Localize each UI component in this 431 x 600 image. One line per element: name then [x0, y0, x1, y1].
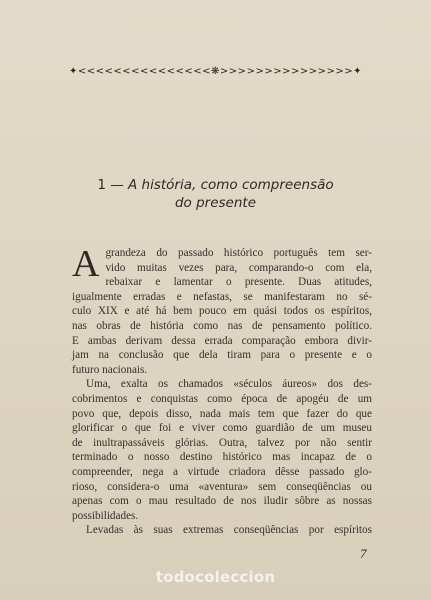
paragraph-2-line: de inultrapassáveis glórias. Outra, talvez por não sentir [72, 436, 372, 449]
paragraph-2-line: compreender, nega a virtude criadora dêsse passado glo- [72, 465, 372, 478]
heading-number: 1 — [97, 177, 128, 193]
paragraph-2-line: povo que, depois disso, nada mais tem que fazer do que [72, 407, 372, 420]
page-number: 7 [360, 546, 367, 561]
paragraph-1-line: vido muitas vezes para, comparando-o com ela, [105, 261, 372, 274]
chapter-heading [40, 176, 391, 212]
paragraph-1-line: futuro nacionais. [72, 363, 148, 376]
paragraph-2-line: terminado o nosso destino histórico mas incapaz de o [72, 451, 372, 464]
paragraph-3 [72, 523, 372, 538]
paragraph-2-line: cobrimentos e conquistas como época de apogéu de um [72, 392, 372, 405]
heading-line-1 [40, 176, 391, 194]
paragraph-3-line: Levadas às suas extremas conseqüências por espíritos [86, 524, 372, 537]
paragraph-2-line: possibilidades. [72, 509, 139, 522]
paragraph-1-line: culo XIX e até há bem pouco em quási todos os espíritos, [72, 305, 372, 318]
paragraph-2-line: rioso, considera-o uma «aventura» sem conseqüências ou [72, 480, 372, 493]
heading-title-part-1: A história, como compreensão [128, 177, 334, 193]
paragraph-1-line: jam na conclusão que dela tiram para o presente e o [72, 349, 372, 362]
heading-line-2 [40, 194, 391, 212]
paragraph-2-line: apenas com o mau resultado de nos iludir sôbre as nossas [72, 495, 372, 508]
drop-cap: A [72, 243, 100, 285]
paragraph-1 [72, 243, 372, 377]
paragraph-1-line: rebaixar e lamentar o presente. Duas atitudes, [105, 276, 372, 289]
paragraph-1-line: nas obras de história como nas de pensamento político. [72, 319, 372, 332]
paragraph-1-line: E ambas derivam dessa errada comparação embora divir- [72, 334, 372, 347]
heading-title-part-2: do presente [174, 195, 257, 211]
body-text [72, 243, 372, 538]
paragraph-1-line: igualmente erradas e nefastas, se manifestaram no sé- [72, 290, 372, 303]
paragraph-2-line: glorificar o que foi e viver como guardião de um museu [72, 422, 372, 435]
paragraph-2-line: Uma, exalta os chamados «séculos áureos» dos des- [86, 378, 372, 391]
paragraph-2 [72, 377, 372, 523]
ornamental-divider: ✦<<<<<<<<<<<<<<<❋>>>>>>>>>>>>>>>✦ [68, 66, 362, 77]
paragraph-1-line: grandeza do passado histórico português tem ser- [105, 247, 372, 259]
watermark-logo: todocoleccion [155, 568, 276, 586]
